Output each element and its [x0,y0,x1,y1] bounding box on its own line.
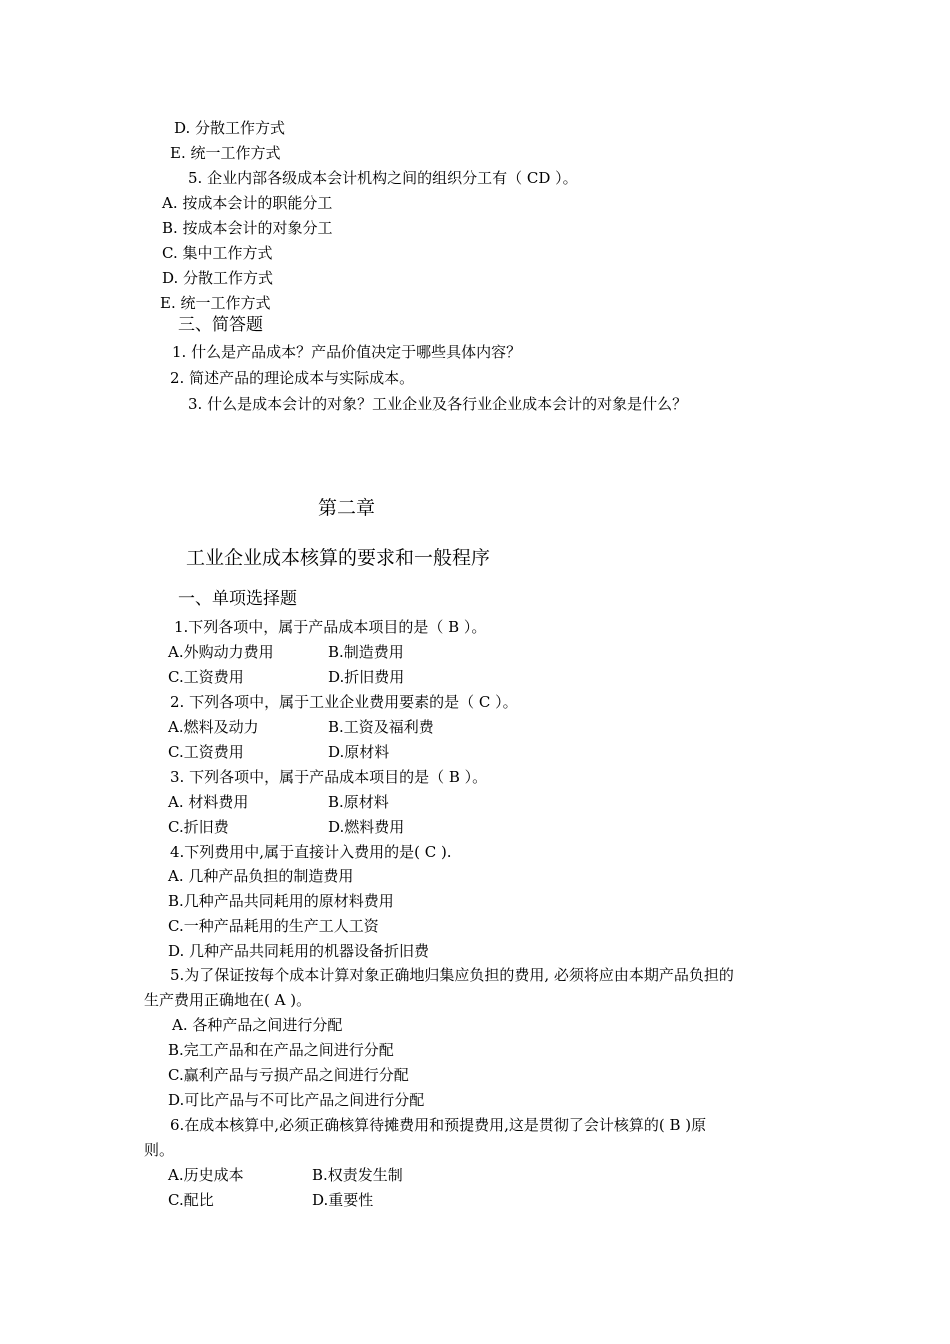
section-heading: 一、单项选择题 [178,589,297,609]
option-a: A.外购动力费用 [168,643,274,661]
section-heading: 三、简答题 [178,315,263,335]
option-d: D.重要性 [312,1191,374,1209]
question-3: 3. 下列各项中，属于产品成本项目的是（ B ）。 [170,768,488,786]
option-d: D.可比产品与不可比产品之间进行分配 [168,1091,425,1109]
option-d: D.燃料费用 [328,818,405,836]
short-answer-question-2: 2. 简述产品的理论成本与实际成本。 [170,369,415,387]
question-2: 2. 下列各项中，属于工业企业费用要素的是（ C ）。 [170,693,518,711]
question-5-line-1: 5.为了保证按每个成本计算对象正确地归集应负担的费用, 必须将应由本期产品负担的 [170,966,734,984]
short-answer-question-1: 1. 什么是产品成本？产品价值决定于哪些具体内容？ [172,343,522,361]
option-c: C.折旧费 [168,818,229,836]
option-b: B.原材料 [328,793,389,811]
option-e: E. 统一工作方式 [170,144,281,162]
question-1: 1.下列各项中，属于产品成本项目的是（ B ）。 [174,618,487,636]
option-c: C.工资费用 [168,668,244,686]
short-answer-question-3: 3. 什么是成本会计的对象？工业企业及各行业企业成本会计的对象是什么？ [188,395,688,413]
option-b: B.权责发生制 [312,1166,403,1184]
option-a: A. 几种产品负担的制造费用 [168,867,354,885]
option-a: A.燃料及动力 [168,718,259,736]
option-b: B.工资及福利费 [328,718,434,736]
option-b: B. 按成本会计的对象分工 [162,219,333,237]
question-4: 4.下列费用中,属于直接计入费用的是( C ). [170,843,452,861]
option-e: E. 统一工作方式 [160,294,271,312]
chapter-number: 第二章 [318,497,376,519]
question-6-line-1: 6.在成本核算中,必须正确核算待摊费用和预提费用,这是贯彻了会计核算的( B )原 [170,1116,707,1134]
question-5-line-2: 生产费用正确地在( A )。 [144,991,312,1009]
option-c: C. 集中工作方式 [162,244,273,262]
option-d: D. 几种产品共同耗用的机器设备折旧费 [168,942,430,960]
chapter-title: 工业企业成本核算的要求和一般程序 [186,547,491,569]
question-6-line-2: 则。 [144,1141,175,1159]
option-c: C.一种产品耗用的生产工人工资 [168,917,379,935]
option-a: A. 按成本会计的职能分工 [162,194,333,212]
question-5: 5. 企业内部各级成本会计机构之间的组织分工有（ CD ）。 [188,169,578,187]
option-b: B.几种产品共同耗用的原材料费用 [168,892,394,910]
option-b: B.完工产品和在产品之间进行分配 [168,1041,394,1059]
option-a: A. 材料费用 [168,793,249,811]
option-c: C.工资费用 [168,743,244,761]
option-d: D. 分散工作方式 [162,269,274,287]
option-d: D.折旧费用 [328,668,405,686]
option-b: B.制造费用 [328,643,404,661]
option-c: C.配比 [168,1191,214,1209]
option-a: A.历史成本 [168,1166,244,1184]
option-c: C.赢利产品与亏损产品之间进行分配 [168,1066,409,1084]
option-d: D.原材料 [328,743,390,761]
option-d: D. 分散工作方式 [174,119,286,137]
option-a: A. 各种产品之间进行分配 [172,1016,343,1034]
